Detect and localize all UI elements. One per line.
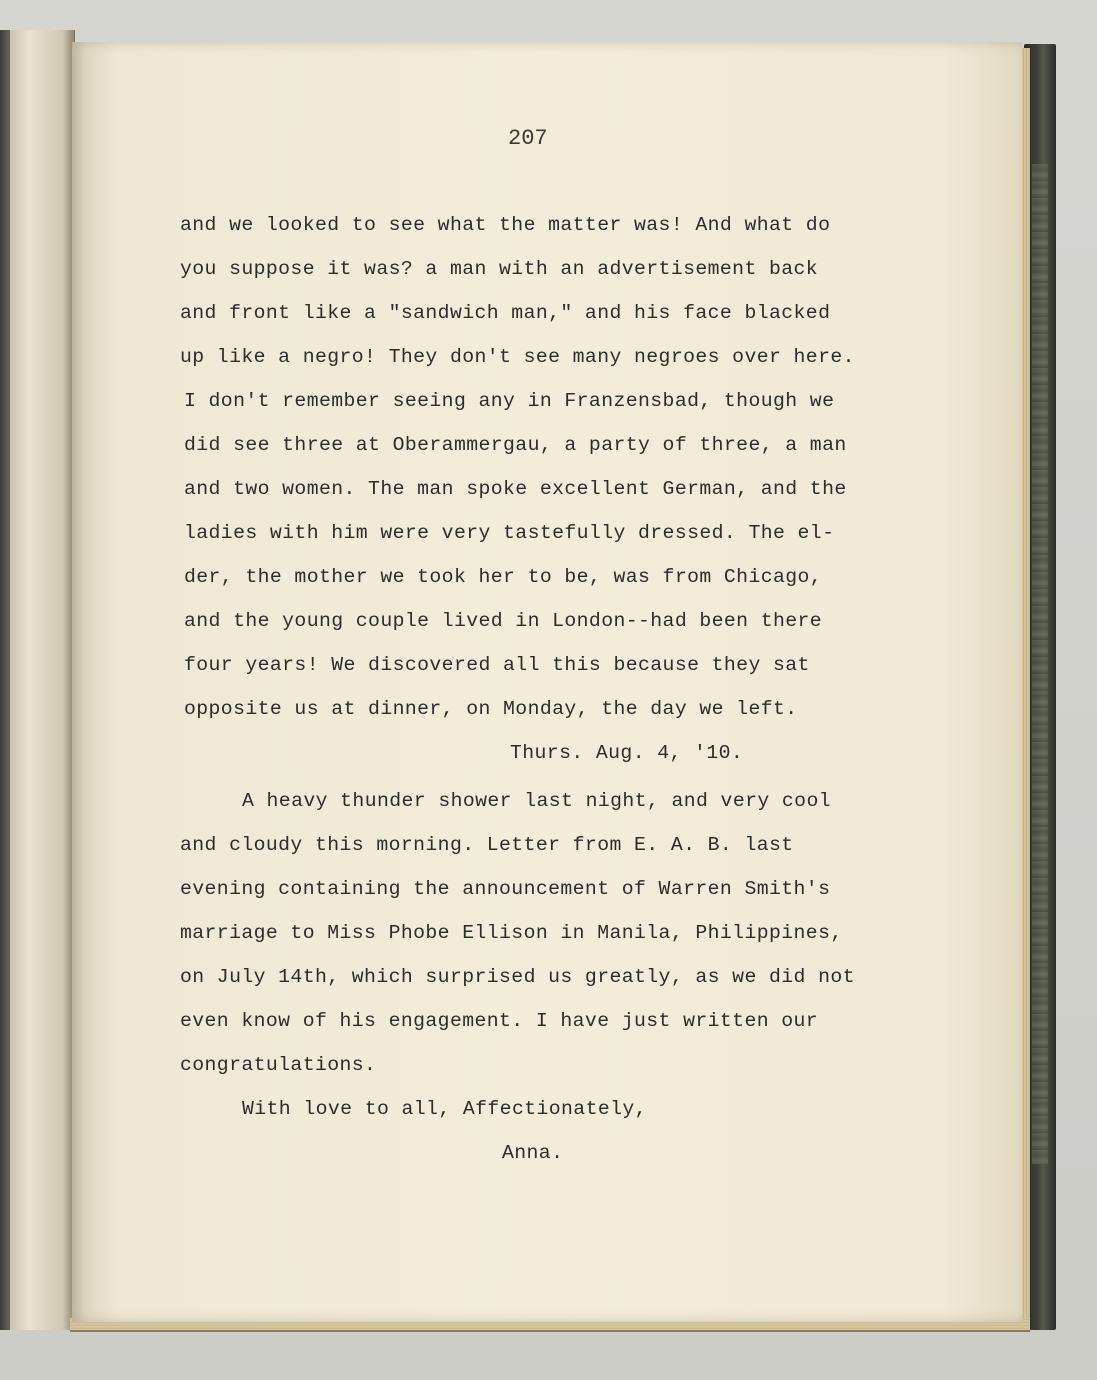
text-line: A heavy thunder shower last night, and very cool bbox=[242, 790, 831, 812]
signature: Anna. bbox=[502, 1142, 564, 1164]
text-line: and we looked to see what the matter was! And what do bbox=[180, 214, 831, 236]
text-line: four years! We discovered all this because they sat bbox=[184, 654, 810, 676]
date-heading: Thurs. Aug. 4, '10. bbox=[510, 742, 744, 764]
cover-cloth-texture bbox=[1032, 164, 1048, 1164]
text-line: even know of his engagement. I have just written our bbox=[180, 1010, 819, 1032]
text-line: up like a negro! They don't see many negroes over here. bbox=[180, 346, 855, 368]
text-line: ladies with him were very tastefully dressed. The el- bbox=[184, 522, 835, 544]
text-line: did see three at Oberammergau, a party of three, a man bbox=[184, 434, 847, 456]
text-line: evening containing the announcement of Warren Smith's bbox=[180, 878, 831, 900]
text-line: and cloudy this morning. Letter from E. A. B. last bbox=[180, 834, 794, 856]
page-number: 207 bbox=[508, 126, 548, 151]
text-line: I don't remember seeing any in Franzensbad, though we bbox=[184, 390, 835, 412]
text-line: marriage to Miss Phobe Ellison in Manila, Philippines, bbox=[180, 922, 843, 944]
text-line: congratulations. bbox=[180, 1054, 377, 1076]
closing-line: With love to all, Affectionately, bbox=[242, 1098, 647, 1120]
text-line: der, the mother we took her to be, was from Chicago, bbox=[184, 566, 823, 588]
text-line: and two women. The man spoke excellent German, and the bbox=[184, 478, 847, 500]
facing-page bbox=[0, 30, 75, 1330]
text-line: and front like a "sandwich man," and his face blacked bbox=[180, 302, 831, 324]
left-cover-edge bbox=[0, 30, 10, 1330]
book-page bbox=[72, 42, 1022, 1322]
text-line: on July 14th, which surprised us greatly, as we did not bbox=[180, 966, 855, 988]
text-line: opposite us at dinner, on Monday, the day we left. bbox=[184, 698, 798, 720]
text-line: you suppose it was? a man with an advertisement back bbox=[180, 258, 819, 280]
text-line: and the young couple lived in London--had been there bbox=[184, 610, 823, 632]
